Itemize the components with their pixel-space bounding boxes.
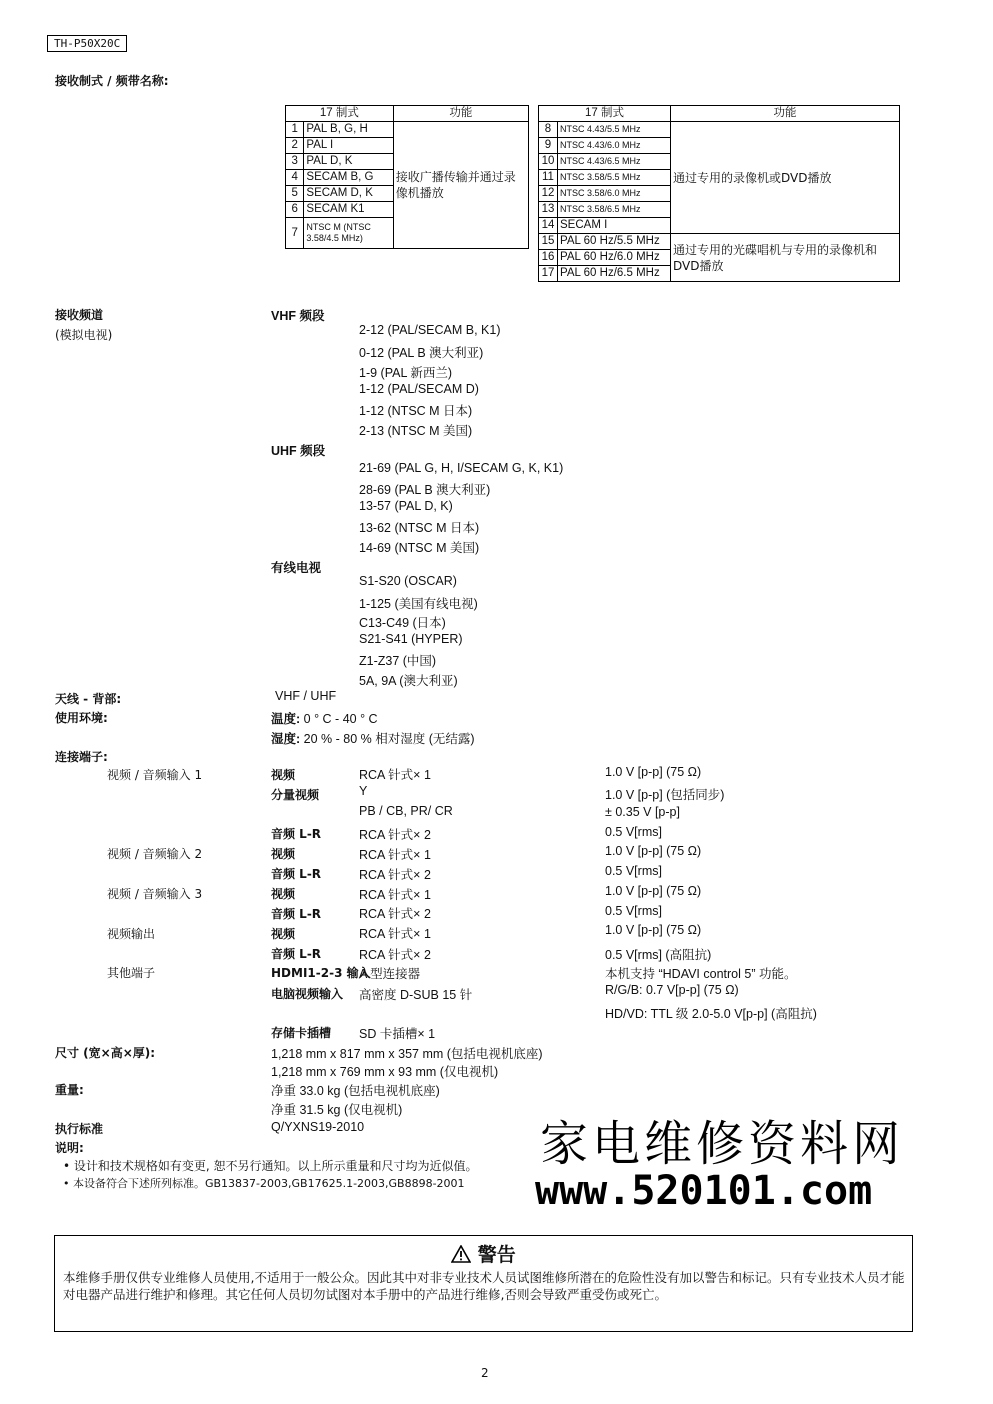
table-header-system: 17 制式: [286, 106, 394, 122]
model-label: TH-P50X20C: [47, 35, 127, 52]
cable-item: S21-S41 (HYPER): [359, 632, 463, 646]
pc-spec: R/G/B: 0.7 V[p-p] (75 Ω): [605, 983, 739, 997]
spec-value: ± 0.35 V [p-p]: [605, 805, 680, 819]
weight-label: 重量:: [55, 1083, 84, 1097]
av3-label: 视频 / 音频输入 3: [107, 887, 203, 901]
cable-item: 1-125 (美国有线电视): [359, 597, 478, 611]
antenna-value: VHF / UHF: [275, 689, 337, 703]
vout-label: 视频输出: [107, 927, 156, 941]
channels-sublabel: (模拟电视): [55, 328, 113, 342]
watermark-url: www.520101.com: [535, 1168, 873, 1214]
rca-value: RCA 针式× 2: [359, 907, 431, 921]
row-num: 3: [286, 154, 304, 170]
page-number: 2: [481, 1366, 489, 1380]
environment-label: 使用环境:: [55, 711, 108, 725]
hum-label: 湿度:: [271, 732, 301, 746]
uhf-item: 13-62 (NTSC M 日本): [359, 521, 480, 535]
rca-value: RCA 针式× 1: [359, 768, 431, 782]
vhf-label: VHF 频段: [271, 309, 325, 323]
cable-label: 有线电视: [271, 561, 322, 575]
av1-label: 视频 / 音频输入 1: [107, 768, 203, 782]
warning-triangle-icon: [451, 1245, 471, 1268]
row-num: 10: [539, 154, 558, 170]
pc-label: 电脑视频输入: [271, 987, 344, 1001]
cable-item: Z1-Z37 (中国): [359, 654, 437, 668]
warning-title-text: 警告: [477, 1244, 516, 1266]
video-label: 视频: [271, 768, 296, 782]
warning-body: 本维修手册仅供专业维修人员使用,不适用于一般公众。因此其中对非专业技术人员试图维修所潜在的危险性没有加以警告和标记。只有专业技术人员才能对电器产品进行维护和修理。其它任何人员切勿试图对本手册中的产品进行维修,否则会导致严重受伤或死亡。: [63, 1270, 905, 1302]
spec-value: 1.0 V [p-p] (75 Ω): [605, 923, 702, 937]
cable-item: S1-S20 (OSCAR): [359, 574, 457, 588]
audio-label: 音频 L-R: [271, 947, 322, 961]
dimensions-value: 1,218 mm x 769 mm x 93 mm (仅电视机): [271, 1065, 499, 1079]
table-header-function: 功能: [393, 106, 528, 122]
row-system: NTSC 4.43/5.5 MHz: [558, 122, 671, 138]
row-system: PAL 60 Hz/5.5 MHz: [558, 234, 671, 250]
pc-value: 高密度 D-SUB 15 针: [359, 988, 473, 1002]
vhf-item: 1-12 (NTSC M 日本): [359, 404, 473, 418]
sd-value: SD 卡插槽× 1: [359, 1027, 436, 1041]
uhf-item: 14-69 (NTSC M 美国): [359, 541, 480, 555]
rca-value: RCA 针式× 2: [359, 828, 431, 842]
hdmi-value: A 型连接器: [359, 967, 421, 981]
system-table-right: [538, 105, 900, 282]
row-num: 13: [539, 202, 558, 218]
sd-label: 存储卡插槽: [271, 1026, 332, 1040]
row-num: 1: [286, 122, 304, 138]
row-num: 4: [286, 170, 304, 186]
row-num: 2: [286, 138, 304, 154]
row-system: SECAM D, K: [304, 186, 393, 202]
temp-value: 0 ° C - 40 ° C: [303, 712, 378, 726]
spec-value: 1.0 V [p-p] (包括同步): [605, 788, 725, 802]
spec-value: 1.0 V [p-p] (75 Ω): [605, 765, 702, 779]
weight-value: 净重 33.0 kg (包括电视机底座): [271, 1084, 440, 1098]
table-header-function: 功能: [671, 106, 900, 122]
spec-value: 1.0 V [p-p] (75 Ω): [605, 884, 702, 898]
standard-value: Q/YXNS19-2010: [271, 1120, 365, 1134]
uhf-item: 21-69 (PAL G, H, I/SECAM G, K, K1): [359, 461, 564, 475]
y-label: Y: [359, 784, 368, 798]
audio-label: 音频 L-R: [271, 867, 322, 881]
rca-value: RCA 针式× 2: [359, 868, 431, 882]
reception-system-title: 接收制式 / 频带名称:: [55, 74, 169, 88]
terminals-label: 连接端子:: [55, 750, 108, 764]
function-cell: 通过专用的录像机或DVD播放: [671, 122, 900, 234]
uhf-label: UHF 频段: [271, 444, 326, 458]
av2-label: 视频 / 音频输入 2: [107, 847, 203, 861]
video-label: 视频: [271, 887, 296, 901]
vhf-item: 2-12 (PAL/SECAM B, K1): [359, 323, 501, 337]
row-num: 6: [286, 202, 304, 218]
spec-value: 0.5 V[rms]: [605, 825, 662, 839]
spec-value: 0.5 V[rms]: [605, 904, 662, 918]
system-table-left: [285, 105, 529, 249]
other-label: 其他端子: [107, 966, 156, 980]
video-label: 视频: [271, 847, 296, 861]
watermark-title: 家电维修资料网: [540, 1116, 905, 1172]
uhf-item: 13-57 (PAL D, K): [359, 499, 453, 513]
cable-item: 5A, 9A (澳大利亚): [359, 674, 458, 688]
vhf-item: 0-12 (PAL B 澳大利亚): [359, 346, 484, 360]
spec-value: 0.5 V[rms]: [605, 864, 662, 878]
dimensions-label: 尺寸 (宽×高×厚):: [55, 1046, 156, 1060]
spec-value: 0.5 V[rms] (高阻抗): [605, 948, 712, 962]
standard-label: 执行标准: [55, 1122, 104, 1136]
pc-spec: HD/VD: TTL 级 2.0-5.0 V[p-p] (高阻抗): [605, 1007, 817, 1021]
row-system: NTSC M (NTSC 3.58/4.5 MHz): [304, 218, 393, 249]
hum-value: 20 % - 80 % 相对湿度 (无结露): [303, 732, 475, 746]
warning-box: [54, 1235, 913, 1332]
row-system: PAL B, G, H: [304, 122, 393, 138]
rca-value: RCA 针式× 2: [359, 948, 431, 962]
row-num: 12: [539, 186, 558, 202]
row-system: PAL 60 Hz/6.0 MHz: [558, 250, 671, 266]
spec-value: 1.0 V [p-p] (75 Ω): [605, 844, 702, 858]
notes-label: 说明:: [55, 1141, 84, 1155]
note-item: • 设计和技术规格如有变更, 恕不另行通知。以上所示重量和尺寸均为近似值。: [63, 1159, 478, 1173]
row-system: NTSC 3.58/6.0 MHz: [558, 186, 671, 202]
row-system: NTSC 3.58/5.5 MHz: [558, 170, 671, 186]
row-system: SECAM K1: [304, 202, 393, 218]
hdmi-spec: 本机支持 “HDAVI control 5” 功能。: [605, 967, 797, 981]
temp-label: 温度:: [271, 712, 301, 726]
note-item: • 本设备符合下述所列标准。GB13837-2003,GB17625.1-2003,GB8898-2001: [63, 1177, 465, 1190]
uhf-item: 28-69 (PAL B 澳大利亚): [359, 483, 491, 497]
row-num: 7: [286, 218, 304, 249]
audio-label: 音频 L-R: [271, 827, 322, 841]
hdmi-label: HDMI1-2-3 输入: [271, 966, 371, 980]
rca-value: RCA 针式× 1: [359, 848, 431, 862]
row-system: NTSC 3.58/6.5 MHz: [558, 202, 671, 218]
row-system: SECAM B, G: [304, 170, 393, 186]
function-cell: 通过专用的光碟唱机与专用的录像机和DVD播放: [671, 234, 900, 282]
dimensions-value: 1,218 mm x 817 mm x 357 mm (包括电视机底座): [271, 1047, 543, 1061]
row-system: NTSC 4.43/6.5 MHz: [558, 154, 671, 170]
row-system: NTSC 4.43/6.0 MHz: [558, 138, 671, 154]
antenna-label: 天线 - 背部:: [55, 692, 122, 706]
warning-title: [55, 1240, 912, 1268]
audio-label: 音频 L-R: [271, 907, 322, 921]
function-cell: 接收广播传输并通过录像机播放: [393, 122, 528, 249]
vhf-item: 1-12 (PAL/SECAM D): [359, 382, 479, 396]
row-num: 16: [539, 250, 558, 266]
row-system: PAL D, K: [304, 154, 393, 170]
vhf-item: 2-13 (NTSC M 美国): [359, 424, 473, 438]
row-num: 11: [539, 170, 558, 186]
pbpr-label: PB / CB, PR/ CR: [359, 804, 453, 818]
row-num: 15: [539, 234, 558, 250]
row-num: 9: [539, 138, 558, 154]
vhf-item: 1-9 (PAL 新西兰): [359, 366, 453, 380]
row-num: 8: [539, 122, 558, 138]
row-system: PAL I: [304, 138, 393, 154]
row-num: 17: [539, 266, 558, 282]
channels-label: 接收频道: [55, 308, 104, 322]
table-header-system: 17 制式: [539, 106, 671, 122]
weight-value: 净重 31.5 kg (仅电视机): [271, 1103, 403, 1117]
row-system: SECAM I: [558, 218, 671, 234]
component-label: 分量视频: [271, 788, 320, 802]
video-label: 视频: [271, 927, 296, 941]
row-system: PAL 60 Hz/6.5 MHz: [558, 266, 671, 282]
rca-value: RCA 针式× 1: [359, 927, 431, 941]
row-num: 14: [539, 218, 558, 234]
row-num: 5: [286, 186, 304, 202]
cable-item: C13-C49 (日本): [359, 616, 446, 630]
rca-value: RCA 针式× 1: [359, 888, 431, 902]
